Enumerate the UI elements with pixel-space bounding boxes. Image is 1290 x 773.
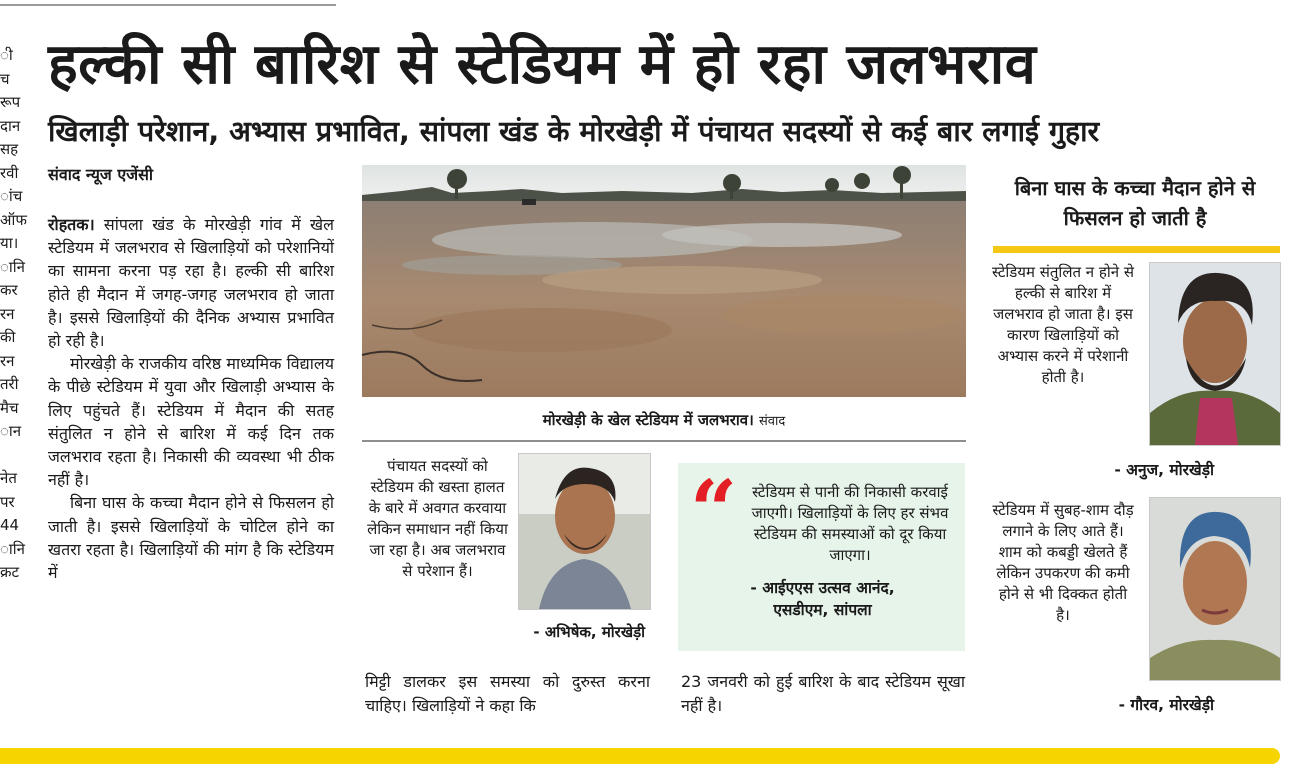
article-continued-right: 23 जनवरी को हुई बारिश के बाद स्टेडियम सूखा नहीं है। — [681, 672, 965, 715]
subheadline: खिलाड़ी परेशान, अभ्यास प्रभावित, सांपला खंड के मोरखेड़ी में पंचायत सदस्यों से कई बार लगाई गुहार — [48, 115, 1100, 148]
fragment-line: ानि — [0, 539, 26, 558]
quote-anuj-name: - अनुज, मोरखेड़ी — [1114, 461, 1214, 479]
fragment-line: ी — [0, 46, 13, 64]
quote-mark-icon: “ — [690, 463, 738, 559]
fragment-line: रन — [0, 351, 15, 370]
fragment-line: 44 — [0, 516, 20, 534]
article-paragraph-1: सांपला खंड के मोरखेड़ी गांव में खेल स्टेडियम में जलभराव से खिलाड़ियों को परेशानियों का सामना करना पड़ रहा है। हल्की सी बारिश होते ही मैदान में जगह-जगह जलभराव हो जाता है। इससे खिलाड़ियों की दैनिक अभ्यास प्रभावित हो रही है। — [48, 215, 334, 351]
fragment-line: ानि — [0, 257, 26, 276]
portrait-anuj — [1149, 262, 1281, 446]
quote-gaurav-text: स्टेडियम में सुबह-शाम दौड़ लगाने के लिए आते हैं। शाम को कबड्डी खेलते हैं लेकिन उपकरण की कमी होने से भी दिक्कत होती है। — [992, 501, 1134, 624]
headline: हल्की सी बारिश से स्टेडियम में हो रहा जलभराव — [48, 32, 1037, 97]
fragment-line — [0, 444, 22, 468]
quote-gaurav-name: - गौरव, मोरखेड़ी — [1118, 696, 1214, 714]
official-quote-name: - आईएएस उत्सव आनंद, एसडीएम, सांपला — [750, 579, 895, 619]
fragment-line: ऑफ — [0, 210, 27, 229]
bottom-accent-bar — [0, 748, 1280, 764]
quote-abhishek-text: पंचायत सदस्यों को स्टेडियम की खस्ता हालत के बारे में अवगत करवाया लेकिन समाधान नहीं किया जा रहा है। अब जलभराव से परेशान हैं। — [367, 457, 508, 580]
photo-credit: संवाद — [759, 414, 786, 429]
article-paragraph-2: मोरखेड़ी के राजकीय वरिष्ठ माध्यमिक विद्यालय के पीछे स्टेडियम में युवा और खिलाड़ी अभ्यास के लिए पहुंचते हैं। स्टेडियम में मैदान की सतह संतुलित न होने से बारिश में कई दिन तक जलभराव रहता है। निकासी की व्यवस्था भी ठीक नहीं है। — [48, 354, 334, 490]
portrait-abhishek — [518, 453, 651, 610]
quote-anuj-text: स्टेडियम संतुलित न होने से हल्की से बारिश में जलभराव हो जाता है। इस कारण खिलाड़ियों को अभ्यास करने में परेशानी होती है। — [992, 263, 1134, 386]
sidebar-accent-rule — [993, 246, 1280, 253]
fragment-line: या। — [0, 234, 19, 252]
fragment-line: तरी — [0, 375, 19, 393]
portrait-gaurav — [1149, 497, 1281, 681]
byline-agency: संवाद न्यूज एजेंसी — [48, 165, 154, 184]
official-quote-text: स्टेडियम से पानी की निकासी करवाई जाएगी। खिलाड़ियों के लिए हर संभव स्टेडियम की समस्याओं को दूर किया जाएगा। — [751, 483, 949, 564]
fragment-line: रवी — [0, 163, 19, 182]
fragment-line: मैच — [0, 398, 19, 417]
section-divider — [362, 440, 966, 442]
fragment-line: कर — [0, 281, 18, 299]
dateline: रोहतक। — [48, 215, 95, 234]
fragment-line: दान — [0, 116, 21, 135]
fragment-line: की — [0, 328, 16, 346]
fragment-line: ान — [0, 422, 22, 440]
fragment-line: सह — [0, 140, 19, 158]
article-paragraph-3: बिना घास के कच्चा मैदान होने से फिसलन हो जाती है। इससे खिलाड़ियों के चोटिल होने का खतरा रहता है। खिलाड़ियों की मांग है कि स्टेडियम में — [48, 493, 334, 583]
fragment-line: रन — [0, 304, 15, 323]
sidebar-heading: बिना घास के कच्चा मैदान होने से फिसलन हो जाती है — [1014, 176, 1256, 230]
quote-abhishek-name: - अभिषेक, मोरखेड़ी — [533, 623, 645, 641]
fragment-line: ांच — [0, 187, 23, 205]
article-column-left — [48, 213, 334, 584]
article-continued-mid: मिट्टी डालकर इस समस्या को दुरुस्त करना चाहिए। खिलाड़ियों ने कहा कि — [365, 672, 650, 715]
photo-caption: मोरखेड़ी के खेल स्टेडियम में जलभराव। संवाद — [542, 411, 786, 429]
previous-article-edge — [0, 44, 27, 585]
fragment-line: पर — [0, 492, 15, 511]
fragment-line: रूप — [0, 93, 21, 111]
stadium-waterlogging-photo — [362, 165, 966, 397]
fragment-line: च — [0, 69, 10, 88]
fragment-line: क्रट — [0, 563, 20, 581]
top-rule — [0, 4, 336, 6]
fragment-line: नेत — [0, 469, 17, 487]
